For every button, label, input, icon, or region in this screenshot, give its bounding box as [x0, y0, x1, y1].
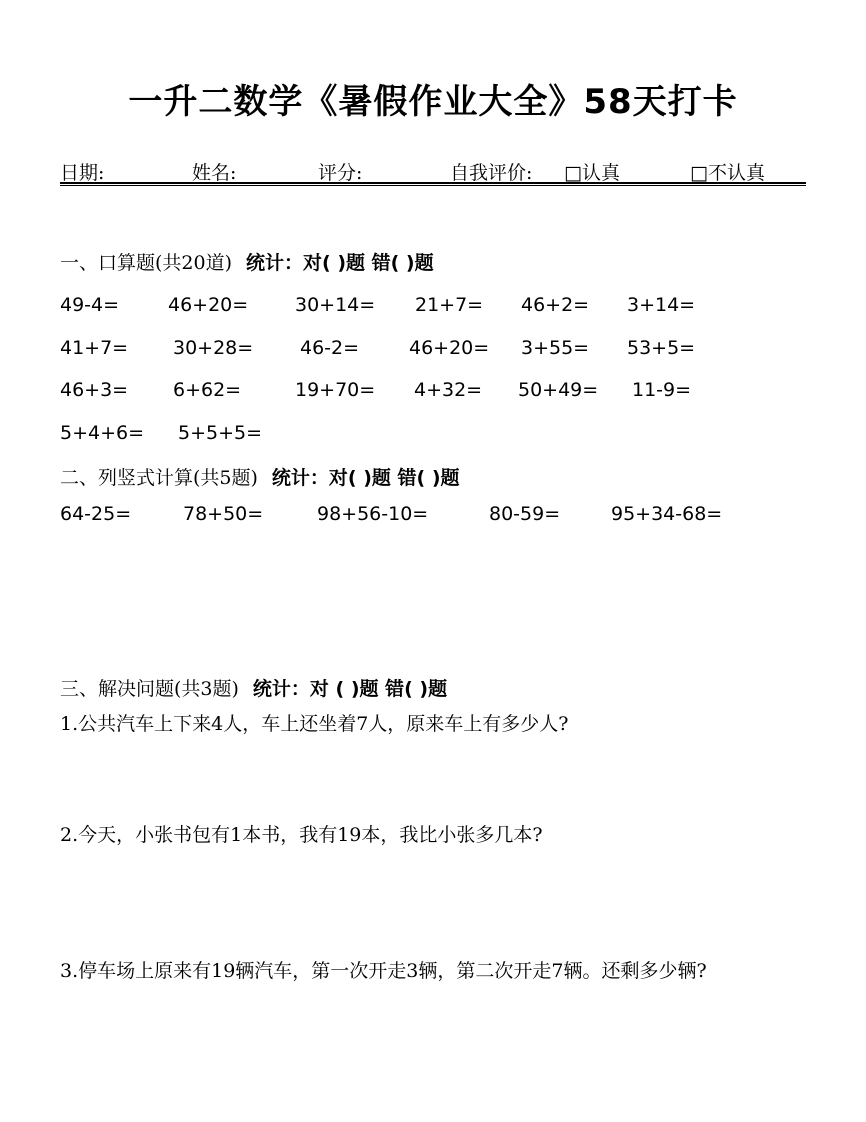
- worksheet-title: 一升二数学《暑假作业大全》58天打卡: [128, 82, 738, 122]
- word-problem: 1.公共汽车上下来4人，车上还坐着7人，原来车上有多少人?: [60, 713, 569, 735]
- section-oral-heading: [60, 248, 434, 275]
- section-word-problems-heading: [60, 674, 447, 701]
- oral-expression: 5+5+5=: [178, 422, 263, 444]
- oral-expression: 41+7=: [60, 337, 129, 359]
- name-label: 姓名:: [192, 162, 237, 184]
- oral-expression: 11-9=: [632, 379, 692, 401]
- header-rule: [60, 182, 806, 184]
- header-info-row: [60, 158, 806, 184]
- word-problem: 2.今天，小张书包有1本书，我有19本，我比小张多几本?: [60, 824, 543, 846]
- vertical-expression: 95+34-68=: [611, 503, 723, 525]
- vertical-expression: 64-25=: [60, 503, 132, 525]
- section-title: 三、解决问题(共3题): [60, 678, 239, 700]
- oral-expression: 46-2=: [300, 337, 360, 359]
- section-stats: 统计：对( )题 错( )题: [246, 252, 434, 274]
- oral-expression: 46+3=: [60, 379, 129, 401]
- section-stats: 统计：对 ( )题 错( )题: [252, 678, 448, 700]
- header-rule-thin: [60, 185, 806, 186]
- oral-expression: 46+20=: [168, 294, 249, 316]
- oral-expression: 46+2=: [521, 294, 590, 316]
- oral-expression: 53+5=: [627, 337, 696, 359]
- oral-expression: 21+7=: [415, 294, 484, 316]
- date-label: 日期:: [60, 162, 105, 184]
- vertical-expression: 78+50=: [183, 503, 264, 525]
- earnest-checkbox-option[interactable]: □认真: [564, 162, 620, 184]
- oral-expression: 5+4+6=: [60, 422, 145, 444]
- oral-expression: 49-4=: [60, 294, 120, 316]
- oral-expression: 3+14=: [627, 294, 696, 316]
- section-title: 一、口算题(共20道): [60, 252, 233, 274]
- oral-expression: 4+32=: [414, 379, 483, 401]
- word-problem: 3.停车场上原来有19辆汽车，第一次开走3辆，第二次开走7辆。还剩多少辆?: [60, 960, 707, 982]
- oral-expression: 19+70=: [295, 379, 376, 401]
- not-earnest-checkbox-option[interactable]: □不认真: [690, 162, 765, 184]
- oral-expression: 46+20=: [409, 337, 490, 359]
- section-vertical-heading: [60, 463, 460, 490]
- oral-expression: 30+14=: [295, 294, 376, 316]
- oral-expression: 3+55=: [521, 337, 590, 359]
- vertical-expression: 98+56-10=: [317, 503, 429, 525]
- section-stats: 统计：对( )题 错( )题: [271, 467, 460, 489]
- score-label: 评分:: [318, 162, 363, 184]
- section-title: 二、列竖式计算(共5题): [60, 467, 258, 489]
- oral-expression: 30+28=: [173, 337, 254, 359]
- vertical-expression: 80-59=: [489, 503, 561, 525]
- self-evaluation-label: 自我评价:: [450, 162, 533, 184]
- oral-expression: 6+62=: [173, 379, 242, 401]
- oral-expression: 50+49=: [518, 379, 599, 401]
